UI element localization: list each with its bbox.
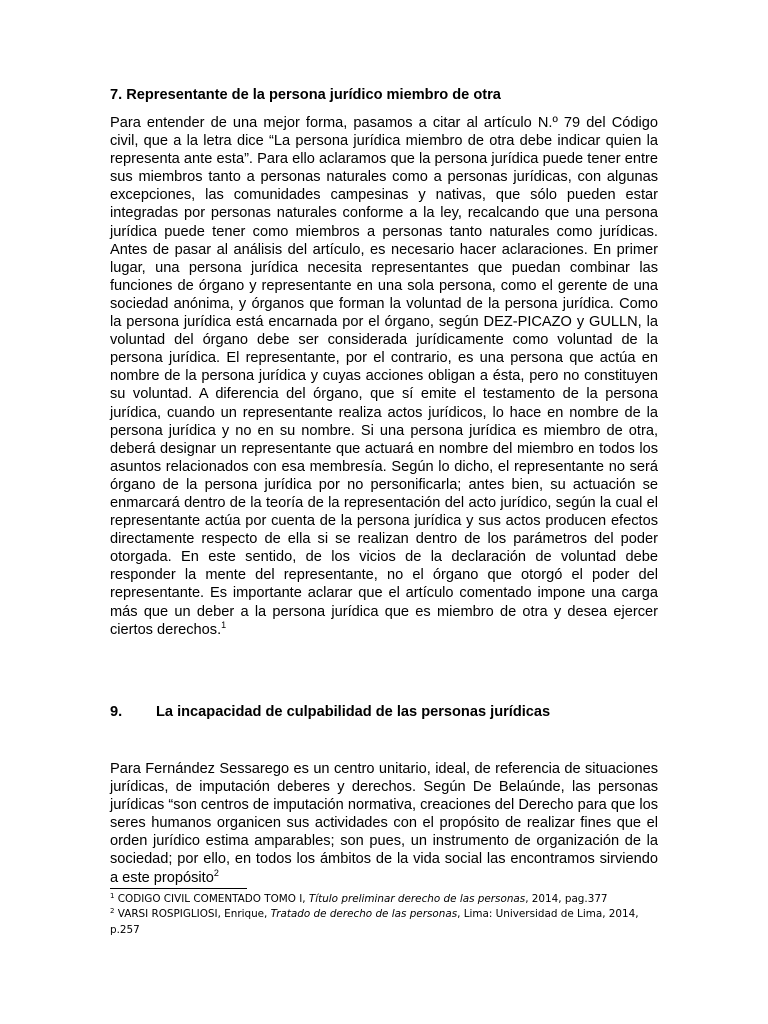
section-9-paragraph [110,760,658,887]
footnote-ref-1[interactable]: 1 [221,619,227,630]
footnote-2-suffix: , Lima: Universidad de Lima, 2014, p.257 [110,908,639,936]
footnote-2-prefix: VARSI ROSPIGLIOSI, Enrique, [114,908,271,920]
section-9-paragraph-text: Para Fernández Sessarego es un centro unitario, ideal, de referencia de situaciones jurídicas, de imputación deberes y derechos. Según De Belaúnde, las personas jurídicas “son centros de imputación normativa, creaciones del Derecho para que los seres humanos organicen sus actividades con el propósito de realizar fines que el orden jurídico estima amparables; son pues, un instrumento de organización de la sociedad; por ello, en todos los ámbitos de la vida social las encontramos sirviendo a este propósito [110,761,658,886]
footnote-2-mark: 2 [110,907,115,915]
section-9-number: 9. [110,704,123,720]
footnote-1-prefix: CODIGO CIVIL COMENTADO TOMO I, [114,893,309,905]
footnote-1 [110,892,658,908]
section-9-heading [110,703,550,721]
section-7-paragraph [110,114,658,639]
footnote-2-title: Tratado de derecho de las personas [270,908,458,920]
footnote-1-mark: 1 [110,892,115,900]
section-7-heading: 7. Representante de la persona jurídico miembro de otra [110,87,501,103]
footnote-1-suffix: , 2014, pag.377 [525,893,608,905]
footnote-1-title: Título preliminar derecho de las personas [308,893,526,905]
footnote-ref-2[interactable]: 2 [213,867,219,878]
footnote-separator [110,888,247,889]
section-7-paragraph-text: Para entender de una mejor forma, pasamos a citar al artículo N.º 79 del Código civil, que a la letra dice “La persona jurídica miembro de otra debe indicar quien la representa ante esta”. Para ello aclaramos que la persona jurídica puede tener entre sus miembros tanto a personas naturales como a personas jurídicas, con algunas excepciones, las comunidades campesinas y nativas, que sólo pueden estar integradas por personas naturales conforme a la ley, recalcando que una persona jurídica puede tener como miembros a personas tanto naturales como jurídicas. Antes de pasar al análisis del artículo, es necesario hacer aclaraciones. En primer lugar, una persona jurídica necesita representantes que puedan combinar las funciones de órgano y representante en una sola persona, como el gerente de una sociedad anónima, y órganos que forman la voluntad de la persona jurídica. Como la persona jurídica está encarnada por el órgano, según DEZ-PICAZO y GULLN, la voluntad del órgano debe ser considerada jurídicamente como voluntad de la persona jurídica. El representante, por el contrario, es una persona que actúa en nombre de la persona jurídica y cuyas acciones obligan a ésta, pero no constituyen su voluntad. A diferencia del órgano, que sí emite el testamento de la persona jurídica, cuando un representante realiza actos jurídicos, lo hace en nombre de la persona jurídica y no en su nombre. Si una persona jurídica es miembro de otra, deberá designar un representante que actuará en nombre del miembro en todos los asuntos relacionados con esa membresía. Según lo dicho, el representante no será órgano de la persona jurídica por no personificarla; antes bien, su actuación se enmarcará dentro de la teoría de la representación del acto jurídico, según la cual el representante actúa por cuenta de la persona jurídica y sus actos producen efectos directamente respecto de ella si se realizan dentro de los parámetros del poder otorgada. En este sentido, de los vicios de la declaración de voluntad debe responder la mente del representante, no el órgano que otorgó el poder del representante. Es importante aclarar que el artículo comentado impone una carga más que un deber a la persona jurídica que es miembro de otra y desea ejercer ciertos derechos. [110,115,658,638]
section-9-title: La incapacidad de culpabilidad de las personas jurídicas [156,704,551,720]
footnote-2 [110,907,658,938]
